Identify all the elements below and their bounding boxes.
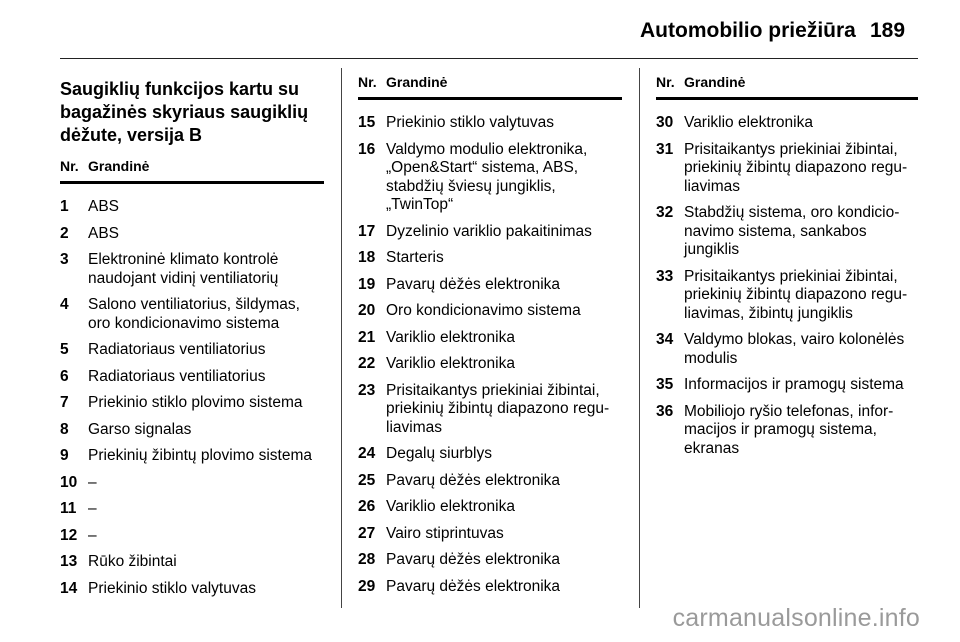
fuse-number: 26 bbox=[358, 498, 376, 515]
fuse-number: 14 bbox=[60, 579, 78, 597]
circuit-description: ABS bbox=[88, 198, 120, 215]
table-header bbox=[60, 158, 324, 184]
fuse-number: 3 bbox=[60, 251, 69, 268]
table-row bbox=[358, 551, 622, 570]
circuit-description: Pavarų dėžės elektronika bbox=[386, 551, 561, 568]
column-3 bbox=[656, 74, 918, 458]
circuit-description: Variklio elektronika bbox=[684, 114, 813, 131]
fuse-number: 20 bbox=[358, 302, 376, 319]
fuse-number: 25 bbox=[358, 471, 376, 489]
table-row bbox=[60, 474, 324, 493]
table-row bbox=[656, 331, 918, 368]
table-body bbox=[60, 184, 324, 598]
column-1 bbox=[60, 74, 324, 598]
table-row bbox=[358, 276, 622, 295]
circuit-description: Elektroninė klimato kontrolė naudojant vidinį ventiliatorių bbox=[88, 251, 279, 287]
circuit-description: Garso signalas bbox=[88, 420, 192, 438]
fuse-number: 4 bbox=[60, 296, 69, 313]
column-2 bbox=[358, 74, 622, 596]
table-row bbox=[60, 527, 324, 546]
circuit-description: Vairo stiprintuvas bbox=[386, 524, 504, 542]
fuse-number: 13 bbox=[60, 553, 78, 570]
fuse-number: 9 bbox=[60, 447, 69, 464]
circuit-description: Priekinio stiklo valytuvas bbox=[386, 114, 554, 131]
table-body bbox=[656, 100, 918, 458]
table-row bbox=[656, 376, 918, 395]
table-header-circuit: Grandinė bbox=[386, 74, 448, 90]
fuse-number: 31 bbox=[656, 140, 674, 158]
circuit-description: Prisitaikantys priekiniai žibintai, priekinių žibintų diapazono regu- liavimas, žibintų jungiklis bbox=[684, 267, 908, 322]
table-header bbox=[656, 74, 918, 100]
circuit-description: Informacijos ir pramogų sistema bbox=[684, 376, 904, 393]
circuit-description: Priekinio stiklo plovimo sistema bbox=[88, 394, 303, 411]
table-header-circuit: Grandinė bbox=[684, 74, 746, 90]
table-row bbox=[358, 355, 622, 374]
section-title: Saugiklių funkcijos kartu su bagažinės skyriaus saugiklių dėžute, versija B bbox=[60, 79, 309, 145]
table-row bbox=[656, 403, 918, 459]
header-rule bbox=[60, 58, 918, 59]
fuse-number: 1 bbox=[60, 198, 69, 215]
table-row bbox=[656, 268, 918, 324]
circuit-description: – bbox=[88, 500, 97, 517]
circuit-description: Dyzelinio variklio pakaitinimas bbox=[386, 222, 592, 240]
fuse-number: 23 bbox=[358, 381, 376, 399]
table-header-nr: Nr. bbox=[656, 74, 675, 90]
table-row bbox=[60, 580, 324, 599]
table-row bbox=[60, 447, 324, 466]
fuse-number: 33 bbox=[656, 267, 674, 285]
circuit-description: Stabdžių sistema, oro kondicio- navimo sistema, sankabos jungiklis bbox=[684, 204, 900, 258]
table-row bbox=[60, 553, 324, 572]
fuse-number: 35 bbox=[656, 376, 674, 393]
table-row bbox=[60, 251, 324, 288]
table-row bbox=[358, 578, 622, 597]
fuse-number: 27 bbox=[358, 524, 376, 542]
table-row bbox=[60, 500, 324, 519]
table-body bbox=[358, 100, 622, 596]
fuse-number: 16 bbox=[358, 140, 376, 158]
circuit-description: – bbox=[88, 473, 97, 491]
page-header-title: Automobilio priežiūra bbox=[640, 19, 856, 42]
circuit-description: Mobiliojo ryšio telefonas, infor- macijos ir pramogų sistema, ekranas bbox=[684, 402, 894, 457]
table-row bbox=[358, 382, 622, 438]
watermark: carmanualsonline.info bbox=[672, 604, 920, 632]
fuse-number: 11 bbox=[60, 500, 77, 517]
circuit-description: Variklio elektronika bbox=[386, 328, 515, 346]
fuse-number: 7 bbox=[60, 394, 69, 411]
column-divider bbox=[341, 68, 342, 608]
fuse-number: 36 bbox=[656, 402, 674, 420]
circuit-description: Radiatoriaus ventiliatorius bbox=[88, 367, 266, 385]
table-row bbox=[358, 249, 622, 268]
circuit-description: Pavarų dėžės elektronika bbox=[386, 275, 561, 293]
circuit-description: Valdymo modulio elektronika, „Open&Start“ sistema, ABS, stabdžių šviesų jungiklis, „TwinTop“ bbox=[386, 140, 588, 213]
table-header-nr: Nr. bbox=[358, 74, 377, 90]
circuit-description: ABS bbox=[88, 224, 120, 242]
circuit-description: Prisitaikantys priekiniai žibintai, priekinių žibintų diapazono regu- liavimas bbox=[684, 140, 908, 195]
fuse-number: 18 bbox=[358, 249, 376, 266]
table-row bbox=[60, 296, 324, 333]
table-row bbox=[60, 198, 324, 217]
fuse-number: 21 bbox=[358, 328, 376, 346]
table-row bbox=[358, 223, 622, 242]
circuit-description: Variklio elektronika bbox=[386, 355, 515, 372]
circuit-description: Priekinių žibintų plovimo sistema bbox=[88, 447, 312, 464]
fuse-number: 12 bbox=[60, 526, 78, 544]
fuse-number: 19 bbox=[358, 275, 376, 293]
fuse-number: 2 bbox=[60, 224, 69, 242]
table-row bbox=[358, 472, 622, 491]
table-row bbox=[358, 525, 622, 544]
fuse-number: 10 bbox=[60, 473, 78, 491]
circuit-description: Pavarų dėžės elektronika bbox=[386, 471, 561, 489]
fuse-number: 24 bbox=[358, 445, 376, 462]
circuit-description: Priekinio stiklo valytuvas bbox=[88, 579, 256, 597]
fuse-number: 8 bbox=[60, 420, 69, 438]
table-header bbox=[358, 74, 622, 100]
table-row bbox=[656, 141, 918, 197]
circuit-description: Pavarų dėžės elektronika bbox=[386, 577, 561, 595]
table-row bbox=[656, 204, 918, 260]
table-row bbox=[358, 141, 622, 215]
fuse-number: 34 bbox=[656, 331, 674, 348]
table-row bbox=[358, 114, 622, 133]
circuit-description: Prisitaikantys priekiniai žibintai, priekinių žibintų diapazono regu- liavimas bbox=[386, 381, 610, 436]
circuit-description: – bbox=[88, 526, 97, 544]
fuse-number: 22 bbox=[358, 355, 376, 372]
circuit-description: Degalų siurblys bbox=[386, 445, 492, 462]
circuit-description: Starteris bbox=[386, 249, 444, 266]
fuse-number: 32 bbox=[656, 204, 674, 221]
fuse-number: 28 bbox=[358, 551, 376, 568]
table-row bbox=[60, 394, 324, 413]
table-row bbox=[358, 445, 622, 464]
fuse-number: 30 bbox=[656, 114, 674, 131]
table-header-circuit: Grandinė bbox=[88, 158, 150, 174]
table-header-nr: Nr. bbox=[60, 158, 79, 174]
circuit-description: Valdymo blokas, vairo kolonėlės modulis bbox=[684, 331, 905, 367]
circuit-description: Radiatoriaus ventiliatorius bbox=[88, 341, 266, 358]
table-row bbox=[358, 329, 622, 348]
table-row bbox=[60, 368, 324, 387]
table-row bbox=[358, 302, 622, 321]
circuit-description: Variklio elektronika bbox=[386, 498, 515, 515]
page-number: 189 bbox=[870, 19, 906, 42]
column-divider bbox=[639, 68, 640, 608]
table-row bbox=[60, 341, 324, 360]
table-row bbox=[358, 498, 622, 517]
circuit-description: Rūko žibintai bbox=[88, 553, 177, 570]
fuse-number: 17 bbox=[358, 222, 376, 240]
fuse-number: 6 bbox=[60, 367, 69, 385]
circuit-description: Salono ventiliatorius, šildymas, oro kondicionavimo sistema bbox=[88, 296, 300, 332]
fuse-number: 15 bbox=[358, 114, 376, 131]
table-row bbox=[656, 114, 918, 133]
table-row bbox=[60, 225, 324, 244]
circuit-description: Oro kondicionavimo sistema bbox=[386, 302, 581, 319]
fuse-number: 29 bbox=[358, 577, 376, 595]
table-row bbox=[60, 421, 324, 440]
fuse-number: 5 bbox=[60, 341, 69, 358]
